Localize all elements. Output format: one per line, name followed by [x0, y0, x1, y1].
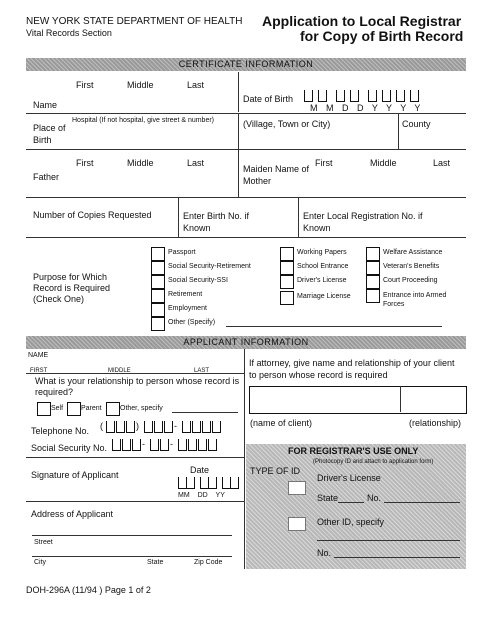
- applicant-middle-label: MIDDLE: [108, 368, 131, 374]
- name-first-label: First: [76, 80, 94, 90]
- dob-label: Date of Birth: [243, 94, 294, 104]
- relationship-parent-label: Parent: [81, 405, 102, 412]
- applicant-last-label: LAST: [194, 368, 210, 374]
- purpose-court-checkbox[interactable]: [366, 275, 380, 289]
- id-other-checkbox[interactable]: [288, 517, 306, 531]
- applicant-section-header: APPLICANT INFORMATION: [26, 336, 466, 349]
- type-of-id-label: TYPE OF ID: [250, 466, 301, 476]
- hospital-hint: Hospital (If not hospital, give street & number): [72, 117, 215, 124]
- place-of-birth-label: Place of Birth: [33, 123, 66, 145]
- local-reg-label: Enter Local Registration No. if Known: [303, 211, 423, 233]
- hospital-input[interactable]: [72, 128, 236, 146]
- purpose-retirement-label: Retirement: [168, 291, 203, 298]
- client-name-label: (name of client): [250, 418, 313, 428]
- applicant-first-label: FIRST: [30, 368, 48, 374]
- birth-no-label: Enter Birth No. if Known: [183, 211, 250, 233]
- id-other-no-input[interactable]: [334, 557, 460, 558]
- dob-input[interactable]: [304, 90, 424, 102]
- form-title-line1: Application to Local Registrar: [262, 13, 462, 29]
- sign-date-label: Date: [190, 465, 210, 475]
- divider: [26, 457, 244, 458]
- street-input[interactable]: [32, 535, 232, 536]
- state-label: State: [147, 559, 164, 566]
- ssn-label: Social Security No.: [31, 443, 108, 453]
- purpose-marriage-checkbox[interactable]: [280, 291, 294, 305]
- city-input[interactable]: [32, 556, 232, 557]
- relationship-self-label: Self: [51, 405, 64, 412]
- purpose-armed-forces-checkbox[interactable]: [366, 289, 380, 303]
- city-label: City: [34, 559, 47, 566]
- purpose-court-label: Court Proceeding: [383, 277, 438, 284]
- father-label: Father: [33, 172, 60, 182]
- id-no-label: No.: [367, 493, 382, 503]
- purpose-employment-checkbox[interactable]: [151, 303, 165, 317]
- form-number: DOH-296A (11/94 ) Page 1 of 2: [26, 585, 151, 595]
- id-drivers-license-label: Driver's License: [317, 473, 381, 483]
- mother-middle-label: Middle: [370, 158, 397, 168]
- county-label: County: [402, 119, 431, 129]
- village-label: (Village, Town or City): [243, 119, 331, 129]
- divider: [238, 72, 239, 112]
- divider: [244, 349, 245, 569]
- father-first-label: First: [76, 158, 94, 168]
- applicant-name-label: NAME: [28, 352, 49, 359]
- purpose-veterans-label: Veteran's Benefits: [383, 263, 440, 270]
- relationship-question: What is your relationship to person whose record is required?: [35, 376, 240, 397]
- id-state-input[interactable]: [338, 502, 364, 503]
- maiden-name-label: Maiden Name of Mother: [243, 164, 310, 186]
- divider: [238, 149, 239, 197]
- relationship-other-checkbox[interactable]: [106, 402, 120, 416]
- relationship-other-label: Other, specify: [120, 405, 163, 412]
- divider: [298, 197, 299, 237]
- divider: [26, 197, 466, 198]
- signature-label: Signature of Applicant: [31, 470, 119, 480]
- street-label: Street: [34, 539, 53, 546]
- telephone-input[interactable]: ( ) -: [100, 421, 240, 433]
- client-box[interactable]: [249, 386, 467, 414]
- certificate-section-header: CERTIFICATE INFORMATION: [26, 58, 466, 71]
- id-drivers-license-checkbox[interactable]: [288, 481, 306, 495]
- id-other-label: Other ID, specify: [317, 517, 385, 527]
- name-last-label: Last: [187, 80, 205, 90]
- relationship-other-input[interactable]: [172, 412, 238, 413]
- name-middle-label: Middle: [127, 80, 154, 90]
- id-other-no-label: No.: [317, 548, 332, 558]
- divider: [26, 373, 244, 374]
- purpose-working-papers-checkbox[interactable]: [280, 247, 294, 261]
- mother-last-label: Last: [433, 158, 451, 168]
- purpose-welfare-label: Welfare Assistance: [383, 249, 443, 256]
- mother-first-label: First: [315, 158, 333, 168]
- purpose-drivers-license-label: Driver's License: [297, 277, 347, 284]
- purpose-other-label: Other (Specify): [168, 319, 216, 326]
- purpose-retirement-checkbox[interactable]: [151, 289, 165, 303]
- dob-format: M M D D Y Y Y Y: [310, 103, 421, 113]
- divider: [26, 237, 466, 238]
- form-title-line2: for Copy of Birth Record: [300, 28, 464, 44]
- divider: [238, 113, 239, 149]
- purpose-armed-forces-label: Entrance into Armed Forces: [383, 292, 447, 308]
- id-other-input[interactable]: [317, 540, 460, 541]
- divider: [26, 501, 244, 502]
- telephone-label: Telephone No.: [31, 426, 90, 436]
- registrar-heading: FOR REGISTRAR'S USE ONLY: [288, 446, 419, 456]
- purpose-ss-retirement-label: Social Security-Retirement: [168, 263, 251, 270]
- father-middle-label: Middle: [127, 158, 154, 168]
- section-name: Vital Records Section: [26, 28, 112, 38]
- id-state-label: State: [317, 493, 339, 503]
- purpose-passport-label: Passport: [168, 249, 196, 256]
- ssn-input[interactable]: - -: [112, 439, 242, 451]
- purpose-passport-checkbox[interactable]: [151, 247, 165, 261]
- purpose-school-checkbox[interactable]: [280, 261, 294, 275]
- father-last-label: Last: [187, 158, 205, 168]
- id-no-input[interactable]: [384, 502, 460, 503]
- divider: [178, 197, 179, 237]
- purpose-ss-ssi-label: Social Security-SSI: [168, 277, 228, 284]
- purpose-working-papers-label: Working Papers: [297, 249, 347, 256]
- purpose-other-checkbox[interactable]: [151, 317, 165, 331]
- purpose-drivers-license-checkbox[interactable]: [280, 275, 294, 289]
- address-label: Address of Applicant: [31, 509, 114, 519]
- purpose-veterans-checkbox[interactable]: [366, 261, 380, 275]
- divider: [26, 113, 466, 114]
- zip-label: Zip Code: [194, 559, 223, 566]
- purpose-label: Purpose for Which Record is Required (Check One): [33, 272, 111, 304]
- client-relationship-label: (relationship): [409, 418, 462, 428]
- purpose-welfare-checkbox[interactable]: [366, 247, 380, 261]
- purpose-marriage-label: Marriage License: [297, 293, 351, 300]
- divider: [400, 386, 401, 412]
- relationship-parent-checkbox[interactable]: [67, 402, 81, 416]
- purpose-school-label: School Entrance: [297, 263, 349, 270]
- divider: [26, 149, 466, 150]
- sign-date-input[interactable]: [178, 477, 240, 489]
- purpose-other-input[interactable]: [226, 326, 442, 327]
- sign-date-format: MM DD YY: [178, 492, 225, 499]
- divider: [398, 113, 399, 149]
- photocopy-note: (Photocopy ID and attach to application form): [313, 459, 434, 465]
- copies-label: Number of Copies Requested: [33, 210, 152, 220]
- purpose-ss-retirement-checkbox[interactable]: [151, 261, 165, 275]
- name-label: Name: [33, 100, 58, 110]
- agency-name: NEW YORK STATE DEPARTMENT OF HEALTH: [26, 16, 243, 27]
- attorney-label: If attorney, give name and relationship of your client to person whose record is required: [249, 358, 455, 380]
- purpose-ss-ssi-checkbox[interactable]: [151, 275, 165, 289]
- relationship-self-checkbox[interactable]: [37, 402, 51, 416]
- purpose-employment-label: Employment: [168, 305, 207, 312]
